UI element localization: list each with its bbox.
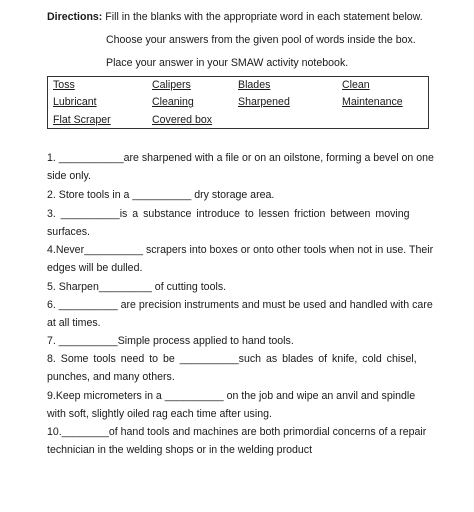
question-9-line-2: with soft, slightly oiled rag each time after using. xyxy=(47,408,272,420)
question-10-line-2: technician in the welding shops or in the welding product xyxy=(47,444,313,456)
question-9-line-1: 9.Keep micrometers in a __________ on the job and wipe an anvil and spindle xyxy=(47,390,416,402)
word-pool-item: Maintenance xyxy=(342,96,403,108)
question-6-line-1: 6. __________ are precision instruments and must be used and handled with care xyxy=(47,299,433,311)
word-pool-item: Flat Scraper xyxy=(53,114,111,126)
word-pool-item: Lubricant xyxy=(53,96,97,108)
directions-label: Directions: xyxy=(47,11,103,23)
word-pool-item: Covered box xyxy=(152,114,213,126)
question-10-line-1: 10.________of hand tools and machines are both primordial concerns of a repair xyxy=(47,426,427,438)
question-2: 2. Store tools in a __________ dry storage area. xyxy=(47,189,275,201)
word-pool-item: Toss xyxy=(53,79,75,91)
word-pool-item: Sharpened xyxy=(238,96,290,108)
question-7: 7. __________Simple process applied to hand tools. xyxy=(47,335,294,347)
question-3-line-1: 3. __________is a substance introduce to lessen friction between moving xyxy=(47,208,410,220)
question-6-line-2: at all times. xyxy=(47,317,101,329)
question-8-line-1: 8. Some tools need to be __________such as blades of knife, cold chisel, xyxy=(47,353,417,365)
word-pool-item: Cleaning xyxy=(152,96,194,108)
question-1-line-2: side only. xyxy=(47,170,91,182)
directions-line-3: Place your answer in your SMAW activity notebook. xyxy=(106,57,349,69)
question-4-line-1: 4.Never__________ scrapers into boxes or onto other tools when not in use. Their xyxy=(47,244,434,256)
word-pool-item: Blades xyxy=(238,79,271,91)
directions-text-1: Fill in the blanks with the appropriate word in each statement below. xyxy=(105,11,423,23)
word-pool-item: Clean xyxy=(342,79,370,91)
word-pool-box xyxy=(47,76,429,129)
question-8-line-2: punches, and many others. xyxy=(47,371,175,383)
question-5: 5. Sharpen_________ of cutting tools. xyxy=(47,281,227,293)
question-3-line-2: surfaces. xyxy=(47,226,90,238)
word-pool-item: Calipers xyxy=(152,79,191,91)
directions-line-2: Choose your answers from the given pool of words inside the box. xyxy=(106,34,416,46)
question-1-line-1: 1. ___________are sharpened with a file or on an oilstone, forming a bevel on one xyxy=(47,152,434,164)
directions-line-1 xyxy=(47,11,423,23)
question-4-line-2: edges will be dulled. xyxy=(47,262,143,274)
